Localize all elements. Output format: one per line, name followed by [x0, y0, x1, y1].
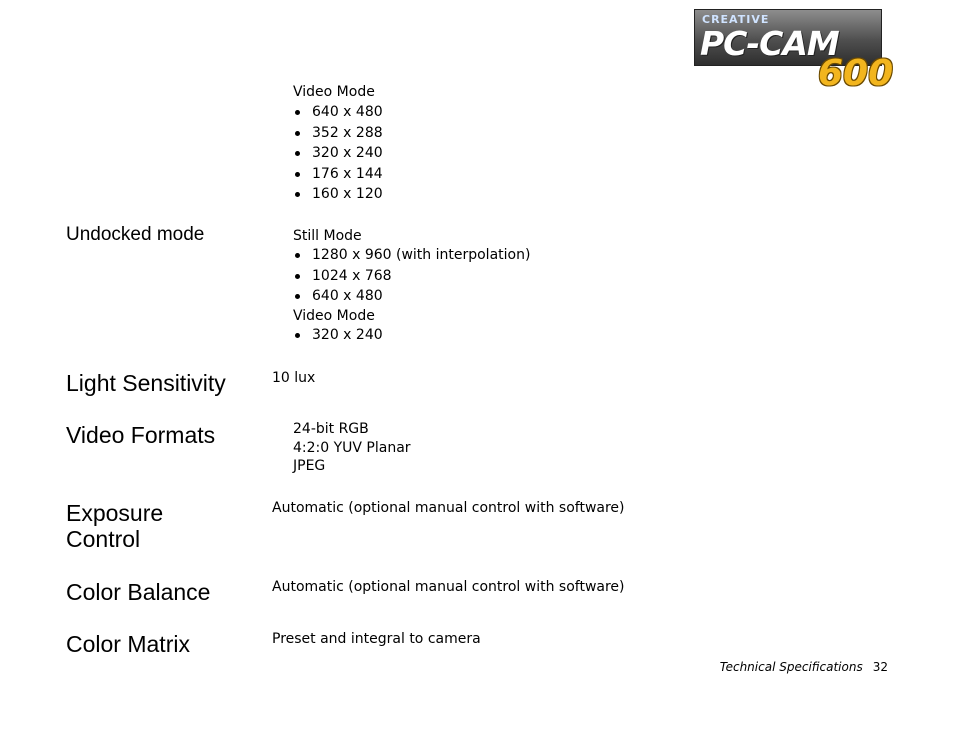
list-item: 1280 x 960 (with interpolation): [293, 245, 693, 266]
video-formats-values: [293, 420, 411, 476]
still-mode-heading: Still Mode: [293, 228, 362, 244]
list-item: 176 x 144: [293, 164, 693, 185]
video-formats-label: Video Formats: [66, 422, 216, 448]
footer-section-title: Technical Specifications: [719, 660, 863, 674]
page-number: 32: [872, 660, 888, 674]
video-mode-heading: Video Mode: [293, 84, 375, 100]
still-mode-list: [293, 245, 693, 307]
logo-brand: CREATIVE: [702, 13, 770, 26]
video-format-item: 24-bit RGB: [293, 421, 369, 437]
exposure-control-label-line2: Control: [66, 526, 141, 552]
logo-number: 600: [818, 53, 894, 94]
logo-model: PC-CAM: [700, 24, 839, 63]
undocked-video-mode-heading: Video Mode: [293, 308, 375, 324]
list-item: 1024 x 768: [293, 266, 693, 287]
undocked-mode-label: Undocked mode: [66, 224, 205, 245]
video-mode-list: [293, 102, 693, 205]
video-mode-top-block: [293, 82, 693, 102]
pc-cam-logo: [694, 9, 898, 95]
exposure-control-value: Automatic (optional manual control with software): [272, 500, 625, 516]
exposure-control-label: [66, 500, 163, 552]
list-item: 160 x 120: [293, 184, 693, 205]
list-item: 320 x 240: [293, 143, 693, 164]
undocked-video-mode-list: [293, 325, 693, 346]
list-item: 640 x 480: [293, 286, 693, 307]
color-matrix-value: Preset and integral to camera: [272, 631, 481, 647]
exposure-control-label-line1: Exposure: [66, 500, 164, 526]
page-footer: [720, 660, 888, 674]
color-balance-label: Color Balance: [66, 579, 211, 605]
color-matrix-label: Color Matrix: [66, 631, 190, 657]
list-item: 320 x 240: [293, 325, 693, 346]
video-format-item: JPEG: [293, 458, 326, 474]
video-format-item: 4:2:0 YUV Planar: [293, 439, 411, 456]
light-sensitivity-value: 10 lux: [272, 370, 316, 386]
color-balance-value: Automatic (optional manual control with software): [272, 579, 625, 595]
list-item: 352 x 288: [293, 123, 693, 144]
light-sensitivity-label: Light Sensitivity: [66, 370, 226, 396]
list-item: 640 x 480: [293, 102, 693, 123]
